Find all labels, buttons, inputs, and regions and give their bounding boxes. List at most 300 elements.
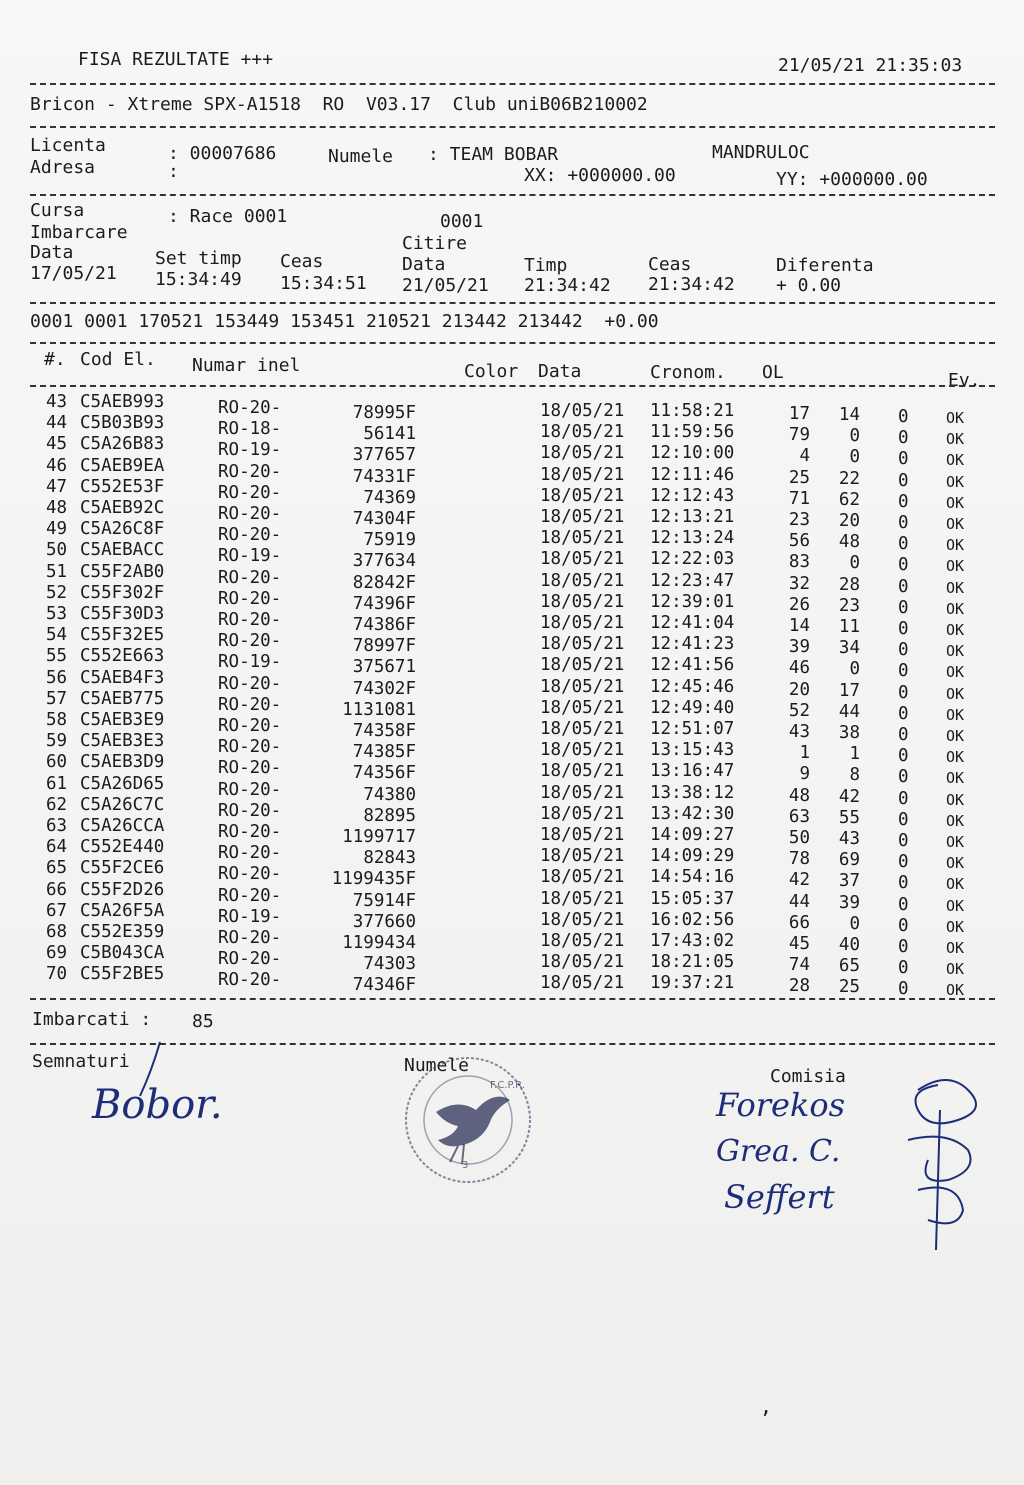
row-ol-a: 66 xyxy=(788,912,810,933)
row-cod-el: C5A26F5A xyxy=(80,900,165,921)
row-time: 16:02:56 xyxy=(650,909,735,930)
data-label: Data xyxy=(30,242,74,263)
svg-text:3: 3 xyxy=(462,1160,469,1171)
divider xyxy=(30,998,995,1000)
row-number: 64 xyxy=(46,837,68,858)
diferenta-label: Diferenta xyxy=(776,255,874,276)
row-ev: OK xyxy=(946,833,965,851)
row-date: 18/05/21 xyxy=(540,401,625,421)
row-ol-c: 0 xyxy=(898,640,909,661)
row-date: 18/05/21 xyxy=(540,464,625,485)
row-ol-b: 42 xyxy=(838,786,860,807)
row-ol-c: 0 xyxy=(898,894,909,915)
divider xyxy=(30,126,995,128)
table-row xyxy=(0,964,1024,1000)
row-ol-a: 32 xyxy=(788,573,810,594)
comisia-signature-2: Grea. C. xyxy=(716,1134,841,1169)
row-ol-c: 0 xyxy=(898,958,909,979)
divider xyxy=(30,194,995,196)
adresa-value: : xyxy=(168,161,179,182)
row-ring-prefix: RO-20- xyxy=(218,779,282,800)
row-number: 67 xyxy=(46,900,68,921)
row-ev: OK xyxy=(946,451,965,470)
adresa-label: Adresa xyxy=(30,157,96,178)
row-ol-c: 0 xyxy=(898,937,909,957)
row-time: 12:39:01 xyxy=(650,591,735,612)
row-ev: OK xyxy=(946,875,965,894)
row-ol-b: 39 xyxy=(838,892,860,913)
data2-label: Data xyxy=(402,254,446,275)
imbarcare-label: Imbarcare xyxy=(30,222,128,243)
row-ol-c: 0 xyxy=(898,407,909,427)
row-date: 18/05/21 xyxy=(540,570,625,591)
row-number: 68 xyxy=(46,922,68,942)
row-ring-prefix: RO-20- xyxy=(218,800,282,821)
row-cod-el: C5A26C7C xyxy=(80,794,165,815)
timp-value: 21:34:42 xyxy=(524,275,611,296)
row-date: 18/05/21 xyxy=(540,952,625,973)
row-ring-number: 1199435F xyxy=(331,869,416,890)
row-ol-c: 0 xyxy=(898,703,909,724)
row-number: 61 xyxy=(46,773,68,794)
row-ring-number: 74356F xyxy=(352,763,416,784)
divider xyxy=(30,302,995,304)
print-datetime: 21/05/21 21:35:03 xyxy=(778,55,963,76)
row-ring-prefix: RO-19- xyxy=(218,440,282,461)
row-number: 43 xyxy=(46,392,68,412)
row-ol-a: 44 xyxy=(788,891,810,912)
row-time: 13:15:43 xyxy=(650,740,735,761)
row-ol-a: 74 xyxy=(788,955,810,976)
row-ev: OK xyxy=(946,515,965,533)
row-ring-prefix: RO-19- xyxy=(218,546,282,567)
row-ol-a: 52 xyxy=(788,700,810,721)
divider xyxy=(30,83,995,85)
row-date: 18/05/21 xyxy=(540,973,625,994)
col-header-cod: Cod El. xyxy=(80,349,156,370)
row-cod-el: C55F2BE5 xyxy=(80,964,165,985)
row-ol-c: 0 xyxy=(898,513,909,533)
row-time: 12:13:21 xyxy=(650,507,735,527)
numele-value: : TEAM BOBAR xyxy=(428,144,559,165)
row-ring-number: 78997F xyxy=(352,636,416,657)
row-ol-c: 0 xyxy=(898,682,909,703)
row-number: 66 xyxy=(46,879,68,900)
row-ol-a: 48 xyxy=(788,785,810,806)
col-header-ol: OL xyxy=(762,362,784,383)
row-number: 54 xyxy=(46,625,68,646)
row-ol-c: 0 xyxy=(898,746,909,767)
row-cod-el: C5AEB775 xyxy=(80,688,165,709)
col-header-nr: #. xyxy=(44,349,66,370)
row-cod-el: C55F2D26 xyxy=(80,879,165,900)
row-date: 18/05/21 xyxy=(540,803,625,824)
set-timp-label: Set timp xyxy=(155,248,242,269)
row-number: 55 xyxy=(46,646,68,667)
col-header-color: Color xyxy=(464,361,519,382)
yy-coordinate: YY: +000000.00 xyxy=(776,169,928,190)
row-time: 18:21:05 xyxy=(650,952,735,973)
row-ol-a: 23 xyxy=(788,510,810,530)
divider xyxy=(30,385,995,387)
row-ol-b: 62 xyxy=(838,489,860,510)
row-ol-a: 4 xyxy=(799,446,810,467)
row-ol-b: 1 xyxy=(849,744,860,765)
row-cod-el: C55F302F xyxy=(80,582,165,603)
row-number: 45 xyxy=(46,434,68,455)
row-ol-a: 26 xyxy=(788,594,810,615)
row-number: 47 xyxy=(46,476,68,497)
row-ring-prefix: RO-20- xyxy=(218,461,282,482)
col-header-ev: Ev. xyxy=(948,370,981,391)
row-ring-prefix: RO-20- xyxy=(218,928,282,948)
row-date: 18/05/21 xyxy=(540,931,625,951)
row-ol-b: 25 xyxy=(838,977,860,998)
row-cod-el: C5A26D65 xyxy=(80,773,165,794)
col-header-inel: Numar inel xyxy=(192,355,301,376)
row-ol-c: 0 xyxy=(898,619,909,639)
set-timp-value: 15:34:49 xyxy=(155,269,242,290)
xx-coordinate: XX: +000000.00 xyxy=(524,165,676,186)
row-ol-b: 23 xyxy=(838,595,860,616)
row-number: 58 xyxy=(46,710,68,730)
row-ol-a: 45 xyxy=(788,934,810,954)
row-ring-prefix: RO-20- xyxy=(218,525,282,546)
row-ol-c: 0 xyxy=(898,915,909,936)
row-cod-el: C5B043CA xyxy=(80,943,165,964)
divider xyxy=(30,1043,995,1045)
row-date: 18/05/21 xyxy=(540,528,625,549)
row-ring-prefix: RO-20- xyxy=(218,567,282,588)
row-ol-b: 22 xyxy=(838,468,860,489)
row-ol-b: 0 xyxy=(849,659,860,680)
row-date: 18/05/21 xyxy=(540,676,625,697)
row-ring-number: 74380 xyxy=(363,784,416,805)
row-ol-c: 0 xyxy=(898,979,909,1000)
row-time: 12:49:40 xyxy=(650,697,735,718)
ceas-value: 15:34:51 xyxy=(280,273,367,294)
imbarcati-label: Imbarcati : xyxy=(32,1009,152,1030)
row-ring-number: 1199717 xyxy=(342,827,416,847)
row-number: 65 xyxy=(46,858,68,879)
row-cod-el: C552E440 xyxy=(80,837,165,858)
row-ring-number: 375671 xyxy=(352,657,416,678)
comisia-signature-1: Forekos xyxy=(716,1086,846,1124)
svg-text:F.C.P.R.: F.C.P.R. xyxy=(490,1080,525,1091)
row-cod-el: C5A26CCA xyxy=(80,816,165,836)
row-ol-a: 28 xyxy=(788,976,810,997)
row-ev: OK xyxy=(946,917,965,936)
row-cod-el: C5AEBACC xyxy=(80,540,165,561)
row-ol-c: 0 xyxy=(898,449,909,470)
row-cod-el: C55F30D3 xyxy=(80,604,165,624)
row-ol-b: 0 xyxy=(849,553,860,574)
row-ring-prefix: RO-20- xyxy=(218,482,282,503)
row-ring-number: 377657 xyxy=(352,445,416,466)
row-ring-number: 74303 xyxy=(363,954,416,975)
row-time: 11:59:56 xyxy=(650,422,735,443)
row-ol-a: 43 xyxy=(788,722,810,742)
row-number: 62 xyxy=(46,794,68,815)
row-ol-a: 20 xyxy=(788,679,810,700)
row-ring-number: 74346F xyxy=(352,975,416,996)
licenta-label: Licenta xyxy=(30,135,106,156)
row-ring-prefix: RO-19- xyxy=(218,652,282,673)
row-ol-a: 17 xyxy=(788,404,810,424)
row-time: 12:10:00 xyxy=(650,443,735,464)
row-ring-prefix: RO-20- xyxy=(218,970,282,991)
row-ol-c: 0 xyxy=(898,725,909,745)
cursa-value: : Race 0001 xyxy=(168,206,288,227)
row-cod-el: C55F32E5 xyxy=(80,625,165,646)
row-ol-a: 14 xyxy=(788,616,810,636)
row-ev: OK xyxy=(946,727,965,745)
row-ring-number: 75914F xyxy=(352,890,416,911)
diferenta-value: + 0.00 xyxy=(776,275,842,296)
ceas-label: Ceas xyxy=(280,251,324,272)
row-time: 17:43:02 xyxy=(650,931,735,951)
row-ol-b: 20 xyxy=(838,511,860,531)
row-ev: OK xyxy=(946,748,965,767)
row-ring-prefix: RO-20- xyxy=(218,716,282,736)
row-ev: OK xyxy=(946,430,965,449)
row-ol-c: 0 xyxy=(898,576,909,597)
row-date: 18/05/21 xyxy=(540,485,625,506)
row-ol-c: 0 xyxy=(898,470,909,491)
row-ev: OK xyxy=(946,599,965,618)
row-number: 63 xyxy=(46,816,68,836)
row-ol-a: 79 xyxy=(788,425,810,446)
row-ring-number: 1199434 xyxy=(342,933,416,953)
row-ev: OK xyxy=(946,663,965,682)
row-cod-el: C5AEB993 xyxy=(80,392,165,412)
row-time: 13:42:30 xyxy=(650,803,735,824)
row-ring-prefix: RO-20- xyxy=(218,885,282,906)
row-ring-prefix: RO-20- xyxy=(218,864,282,885)
row-ol-b: 14 xyxy=(838,405,860,425)
row-date: 18/05/21 xyxy=(540,613,625,633)
row-ring-prefix: RO-20- xyxy=(218,822,282,842)
row-cod-el: C5AEB92C xyxy=(80,498,165,518)
row-ring-prefix: RO-20- xyxy=(218,694,282,715)
row-number: 57 xyxy=(46,688,68,709)
row-ring-prefix: RO-20- xyxy=(218,398,282,418)
row-ol-b: 17 xyxy=(838,680,860,701)
row-time: 14:09:27 xyxy=(650,825,735,845)
row-ol-a: 78 xyxy=(788,849,810,870)
row-ev: OK xyxy=(946,557,965,576)
row-ol-a: 50 xyxy=(788,828,810,848)
row-number: 59 xyxy=(46,731,68,752)
row-ring-number: 74386F xyxy=(352,615,416,635)
row-date: 18/05/21 xyxy=(540,825,625,845)
col-header-data: Data xyxy=(538,361,582,382)
row-ol-b: 37 xyxy=(838,871,860,892)
row-ring-prefix: RO-20- xyxy=(218,673,282,694)
row-ring-number: 74331F xyxy=(352,466,416,487)
row-date: 18/05/21 xyxy=(540,507,625,527)
row-date: 18/05/21 xyxy=(540,591,625,612)
row-ring-number: 82843 xyxy=(363,848,416,869)
row-ring-number: 74304F xyxy=(352,509,416,529)
locality: MANDRULOC xyxy=(712,142,810,163)
row-ev: OK xyxy=(946,642,965,661)
row-ol-b: 69 xyxy=(838,850,860,871)
row-ring-number: 74396F xyxy=(352,593,416,614)
row-number: 70 xyxy=(46,964,68,985)
row-cod-el: C5AEB3E9 xyxy=(80,710,165,730)
row-date: 18/05/21 xyxy=(540,422,625,443)
comisia-signature-3: Seffert xyxy=(724,1178,835,1216)
row-ol-c: 0 xyxy=(898,428,909,449)
row-ev: OK xyxy=(946,705,965,724)
cursa-label: Cursa xyxy=(30,200,85,221)
row-ol-b: 34 xyxy=(838,638,860,659)
row-ol-c: 0 xyxy=(898,534,909,555)
row-date: 18/05/21 xyxy=(540,740,625,761)
row-ol-b: 8 xyxy=(849,765,860,786)
row-date: 18/05/21 xyxy=(540,846,625,867)
row-ev: OK xyxy=(946,493,965,512)
data2-value: 21/05/21 xyxy=(402,275,489,296)
row-ring-number: 74358F xyxy=(352,721,416,741)
row-ev: OK xyxy=(946,409,965,427)
row-ol-a: 46 xyxy=(788,658,810,679)
row-date: 18/05/21 xyxy=(540,909,625,930)
row-time: 12:13:24 xyxy=(650,528,735,549)
row-ol-c: 0 xyxy=(898,555,909,576)
row-ol-b: 28 xyxy=(838,574,860,595)
row-ring-prefix: RO-18- xyxy=(218,419,282,440)
row-ol-b: 48 xyxy=(838,532,860,553)
row-ev: OK xyxy=(946,981,965,1000)
row-number: 51 xyxy=(46,561,68,582)
row-ev: OK xyxy=(946,896,965,915)
ceas2-label: Ceas xyxy=(648,254,692,275)
row-ol-b: 44 xyxy=(838,701,860,722)
row-number: 56 xyxy=(46,667,68,688)
row-ol-b: 0 xyxy=(849,426,860,447)
row-number: 48 xyxy=(46,498,68,518)
row-number: 49 xyxy=(46,519,68,540)
imbarcati-value: 85 xyxy=(192,1011,214,1032)
race-summary-line: 0001 0001 170521 153449 153451 210521 213442 213442 +0.00 xyxy=(30,311,659,332)
row-date: 18/05/21 xyxy=(540,655,625,676)
row-ring-prefix: RO-20- xyxy=(218,843,282,864)
row-time: 14:09:29 xyxy=(650,846,735,867)
row-ol-a: 71 xyxy=(788,488,810,509)
row-time: 19:37:21 xyxy=(650,973,735,994)
row-ol-c: 0 xyxy=(898,491,909,512)
row-ev: OK xyxy=(946,854,965,873)
row-date: 18/05/21 xyxy=(540,634,625,655)
row-cod-el: C5AEB9EA xyxy=(80,455,165,476)
row-ol-a: 9 xyxy=(799,764,810,785)
comisia-scribble-signature xyxy=(888,1070,998,1260)
row-ev: OK xyxy=(946,939,965,957)
row-ol-a: 63 xyxy=(788,806,810,827)
row-cod-el: C552E359 xyxy=(80,922,165,942)
row-date: 18/05/21 xyxy=(540,719,625,739)
row-ol-b: 55 xyxy=(838,807,860,828)
row-cod-el: C5AEB4F3 xyxy=(80,667,165,688)
row-ring-number: 1131081 xyxy=(342,699,416,720)
row-ol-c: 0 xyxy=(898,788,909,809)
row-date: 18/05/21 xyxy=(540,549,625,570)
row-ol-a: 83 xyxy=(788,552,810,573)
row-date: 18/05/21 xyxy=(540,697,625,718)
row-time: 12:11:46 xyxy=(650,464,735,485)
numele-footer-label: Numele xyxy=(404,1055,470,1076)
row-ev: OK xyxy=(946,769,965,788)
row-date: 18/05/21 xyxy=(540,761,625,782)
row-time: 13:16:47 xyxy=(650,761,735,782)
row-ring-number: 82842F xyxy=(352,572,416,593)
citire-label: Citire xyxy=(402,233,468,254)
row-cod-el: C55F2AB0 xyxy=(80,561,165,582)
row-ring-number: 78995F xyxy=(352,403,416,423)
owner-signature: Bobor. xyxy=(92,1082,223,1128)
row-ev: OK xyxy=(946,790,965,809)
row-ring-number: 74302F xyxy=(352,678,416,699)
col-header-cronom: Cronom. xyxy=(650,362,726,383)
row-date: 18/05/21 xyxy=(540,443,625,464)
row-time: 12:12:43 xyxy=(650,485,735,506)
row-date: 18/05/21 xyxy=(540,888,625,909)
row-ol-c: 0 xyxy=(898,852,909,873)
row-ol-c: 0 xyxy=(898,809,909,830)
row-number: 53 xyxy=(46,604,68,624)
row-number: 46 xyxy=(46,455,68,476)
row-ring-prefix: RO-20- xyxy=(218,504,282,524)
row-date: 18/05/21 xyxy=(540,867,625,888)
row-ev: OK xyxy=(946,536,965,555)
row-ol-c: 0 xyxy=(898,661,909,682)
ceas2-value: 21:34:42 xyxy=(648,274,735,295)
row-ol-b: 38 xyxy=(838,723,860,743)
row-ring-prefix: RO-19- xyxy=(218,906,282,927)
row-ol-b: 65 xyxy=(838,956,860,977)
row-ol-a: 25 xyxy=(788,467,810,488)
row-ol-b: 0 xyxy=(849,447,860,468)
row-ev: OK xyxy=(946,578,965,597)
row-number: 69 xyxy=(46,943,68,964)
row-time: 12:41:23 xyxy=(650,634,735,655)
row-time: 13:38:12 xyxy=(650,782,735,803)
row-ring-prefix: RO-20- xyxy=(218,737,282,758)
data-value: 17/05/21 xyxy=(30,263,117,284)
row-ol-a: 1 xyxy=(799,743,810,764)
row-ring-prefix: RO-20- xyxy=(218,949,282,970)
timp-label: Timp xyxy=(524,255,568,276)
row-cod-el: C552E53F xyxy=(80,476,165,497)
row-ev: OK xyxy=(946,960,965,979)
row-ol-a: 39 xyxy=(788,637,810,658)
row-ev: OK xyxy=(946,621,965,639)
row-time: 12:23:47 xyxy=(650,570,735,591)
row-ol-b: 40 xyxy=(838,935,860,955)
row-ol-c: 0 xyxy=(898,873,909,894)
row-ev: OK xyxy=(946,472,965,491)
row-ol-b: 0 xyxy=(849,913,860,934)
row-ring-prefix: RO-20- xyxy=(218,758,282,779)
row-ol-a: 42 xyxy=(788,870,810,891)
club-stamp-icon xyxy=(398,1050,538,1190)
numele-label: Numele xyxy=(328,146,394,167)
licenta-value: : 00007686 xyxy=(168,143,277,164)
row-ol-c: 0 xyxy=(898,831,909,851)
row-cod-el: C552E663 xyxy=(80,646,165,667)
